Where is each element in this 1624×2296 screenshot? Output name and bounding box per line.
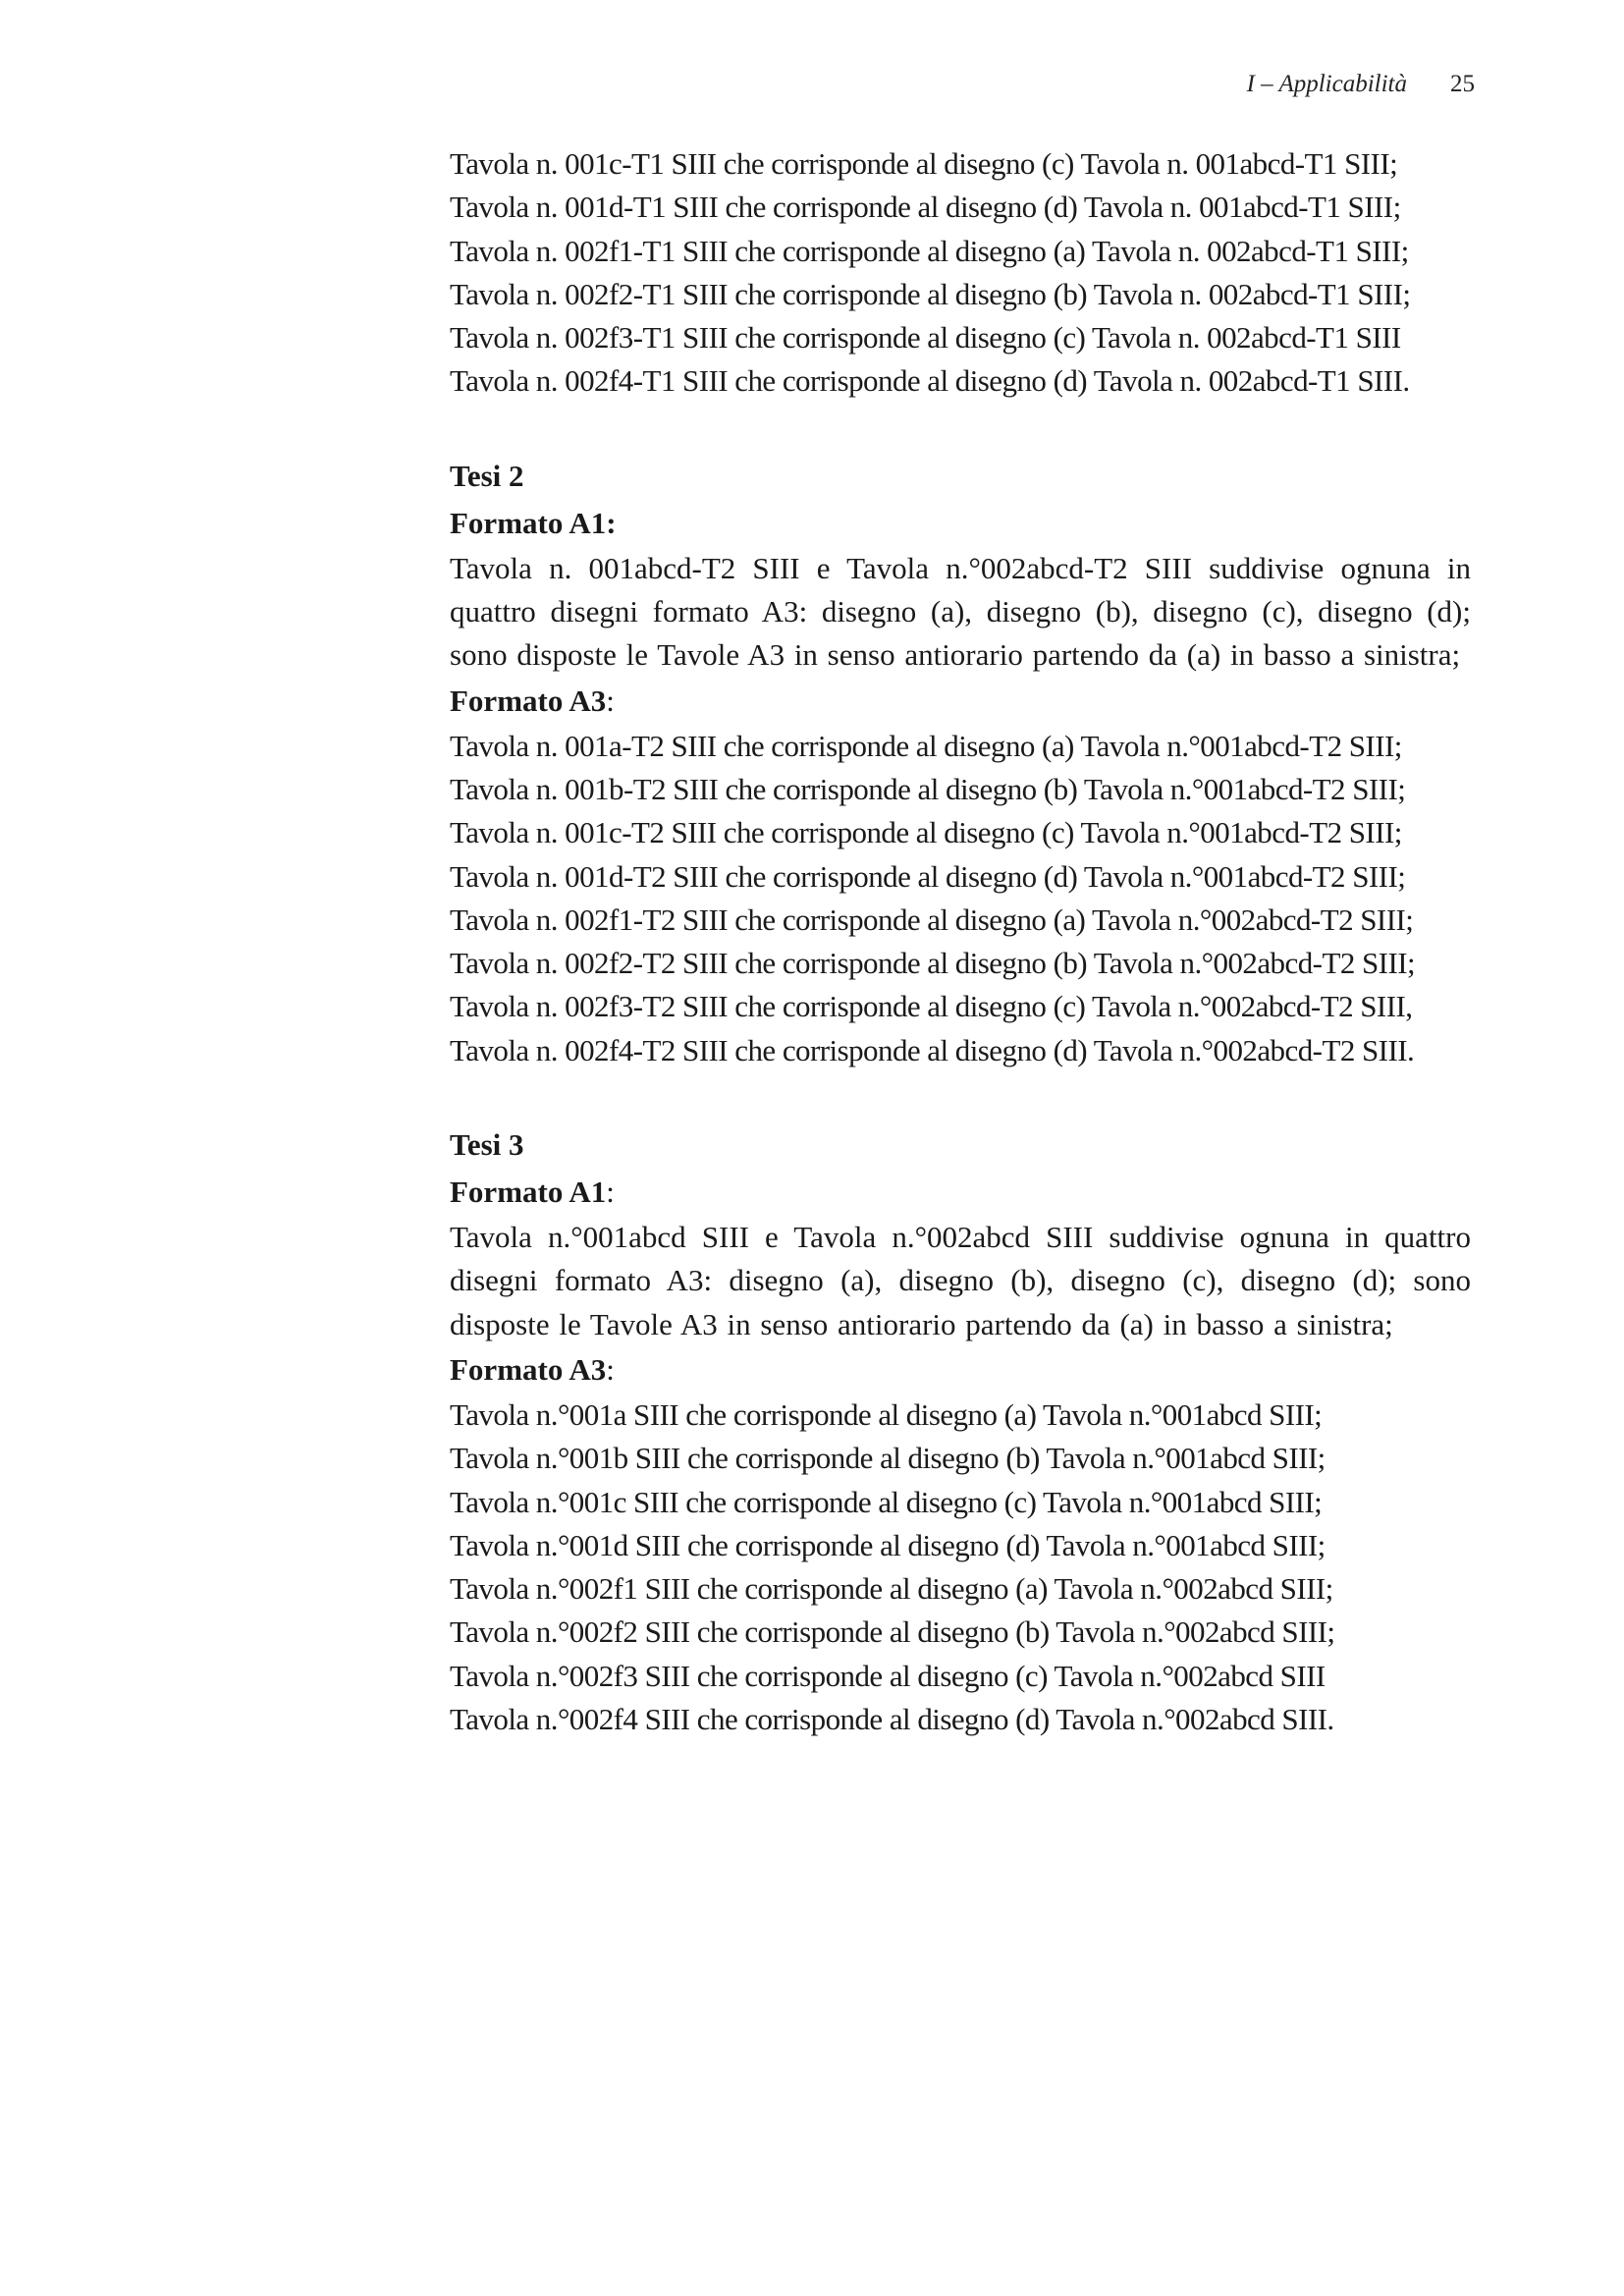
list-item: Tavola n. 002f2-T2 SIII che corrisponde al disegno (b) Tavola n.°002abcd-T2 SIII;: [450, 946, 1416, 981]
list-item: Tavola n.°002f4 SIII che corrisponde al disegno (d) Tavola n.°002abcd SIII.: [450, 1702, 1334, 1737]
format-a3-label-text: Formato A3: [450, 1351, 607, 1387]
format-a3-list: [450, 1394, 1471, 1741]
section-spacer: [450, 1072, 1471, 1116]
section-spacer: [450, 404, 1471, 447]
list-item: Tavola n.°001a SIII che corrisponde al disegno (a) Tavola n.°001abcd SIII;: [450, 1396, 1323, 1432]
format-a3-label: [450, 1346, 1471, 1394]
running-title: I – Applicabilità: [1246, 71, 1407, 97]
format-a3-label-text: Formato A3: [450, 683, 607, 718]
label-colon: :: [606, 1175, 615, 1210]
list-item: Tavola n. 002f3-T1 SIII che corrisponde al disegno (c) Tavola n. 002abcd-T1 SIII: [450, 320, 1401, 355]
list-item: Tavola n. 001a-T2 SIII che corrisponde al disegno (a) Tavola n.°001abcd-T2 SIII;: [450, 728, 1402, 763]
list-item: Tavola n.°001d SIII che corrisponde al disegno (d) Tavola n.°001abcd SIII;: [450, 1527, 1326, 1562]
format-a3-label: [450, 678, 1471, 725]
format-a1-description: Tavola n. 001abcd-T2 SIII e Tavola n.°002abcd-T2 SIII suddivise ognuna in quattro disegni formato A3: disegno (a), disegno (b), disegno (c), disegno (d); sono disposte le Tavole A3 in senso antiorario partendo da (a) in basso a sinistra;: [450, 550, 1471, 673]
list-item: Tavola n.°002f1 SIII che corrisponde al disegno (a) Tavola n.°002abcd SIII;: [450, 1571, 1333, 1607]
list-item: Tavola n.°002f2 SIII che corrisponde al disegno (b) Tavola n.°002abcd SIII;: [450, 1614, 1335, 1650]
list-item: Tavola n. 001c-T1 SIII che corrisponde al disegno (c) Tavola n. 001abcd-T1 SIII;: [450, 146, 1398, 181]
list-item: Tavola n. 001d-T2 SIII che corrisponde al disegno (d) Tavola n.°001abcd-T2 SIII;: [450, 858, 1406, 894]
label-colon: :: [606, 683, 615, 718]
list-item: Tavola n. 002f1-T2 SIII che corrisponde al disegno (a) Tavola n.°002abcd-T2 SIII;: [450, 902, 1414, 937]
section-tesi-2: [450, 453, 1471, 1072]
section-title: Tesi 3: [450, 1127, 524, 1163]
format-a1-label-text: Formato A1: [450, 505, 607, 540]
format-a1-description: Tavola n.°001abcd SIII e Tavola n.°002abcd SIII suddivise ognuna in quattro disegni formato A3: disegno (a), disegno (b), disegno (c), disegno (d); sono disposte le Tavole A3 in senso antiorario partendo da (a) in basso a sinistra;: [450, 1220, 1471, 1341]
page-body: [450, 142, 1471, 1741]
list-item: Tavola n. 001c-T2 SIII che corrisponde al disegno (c) Tavola n.°001abcd-T2 SIII;: [450, 815, 1402, 850]
section-title: Tesi 2: [450, 458, 524, 493]
list-item: Tavola n. 002f4-T1 SIII che corrisponde al disegno (d) Tavola n. 002abcd-T1 SIII.: [450, 363, 1410, 399]
list-item: Tavola n. 002f3-T2 SIII che corrisponde al disegno (c) Tavola n.°002abcd-T2 SIII,: [450, 989, 1413, 1024]
intro-list: [450, 142, 1471, 404]
page-header: [1247, 71, 1475, 98]
list-item: Tavola n. 001b-T2 SIII che corrisponde al disegno (b) Tavola n.°001abcd-T2 SIII;: [450, 771, 1406, 806]
section-tesi-3: [450, 1121, 1471, 1741]
list-item: Tavola n.°002f3 SIII che corrisponde al disegno (c) Tavola n.°002abcd SIII: [450, 1658, 1326, 1693]
format-a1-label-text: Formato A1: [450, 1175, 607, 1210]
label-colon: :: [606, 505, 617, 540]
list-item: Tavola n. 001d-T1 SIII che corrisponde al disegno (d) Tavola n. 001abcd-T1 SIII;: [450, 190, 1401, 225]
list-item: Tavola n. 002f2-T1 SIII che corrisponde al disegno (b) Tavola n. 002abcd-T1 SIII;: [450, 276, 1411, 311]
list-item: Tavola n. 002f4-T2 SIII che corrisponde al disegno (d) Tavola n.°002abcd-T2 SIII.: [450, 1032, 1415, 1067]
list-item: Tavola n. 002f1-T1 SIII che corrisponde al disegno (a) Tavola n. 002abcd-T1 SIII;: [450, 233, 1409, 268]
label-colon: :: [606, 1351, 615, 1387]
format-a3-list: [450, 725, 1471, 1072]
list-item: Tavola n.°001b SIII che corrisponde al disegno (b) Tavola n.°001abcd SIII;: [450, 1441, 1326, 1476]
list-item: Tavola n.°001c SIII che corrisponde al disegno (c) Tavola n.°001abcd SIII;: [450, 1484, 1323, 1519]
page-number: 25: [1450, 71, 1475, 97]
format-a1-label: [450, 1169, 1471, 1216]
format-a1-label: [450, 500, 1471, 547]
